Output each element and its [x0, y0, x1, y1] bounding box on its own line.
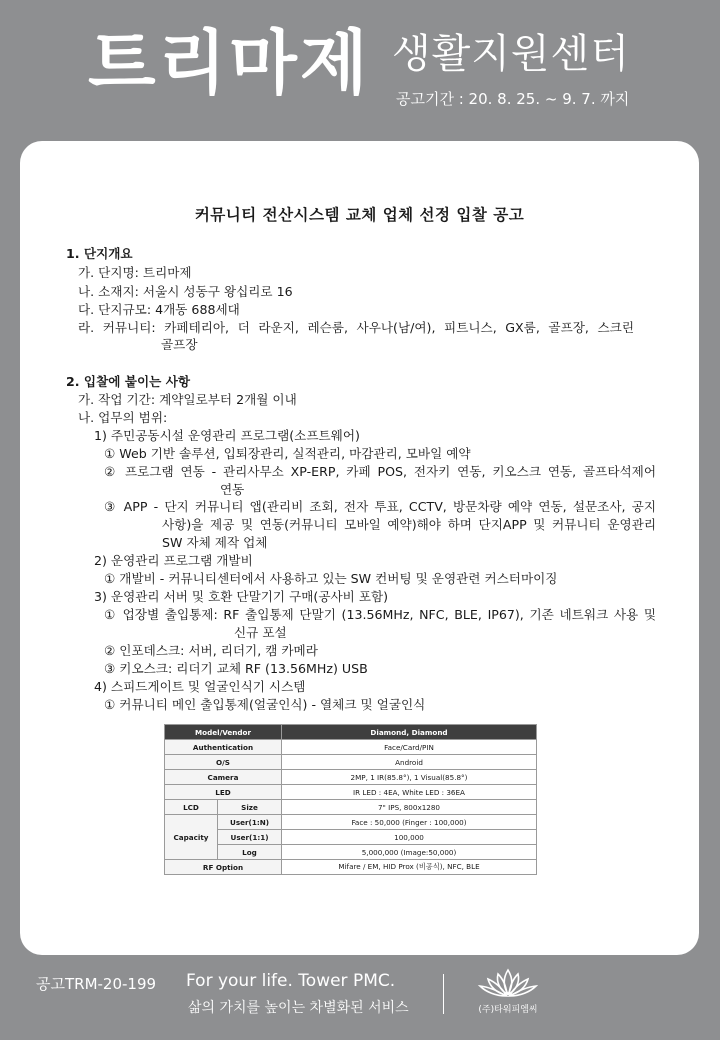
- slogan: For your life. Tower PMC.: [186, 971, 396, 991]
- notice-code: 공고TRM-20-199: [36, 975, 157, 993]
- text-line: 사항)을 제공 및 연동(커뮤니티 모바일 예약)해야 하며 단지APP 및 커뮤니티 운영관리: [162, 517, 656, 532]
- table-value-cell: Face : 50,000 (Finger : 100,000): [282, 815, 537, 830]
- table-header-cell: Diamond, Diamond: [282, 725, 537, 740]
- company-name: (주)타워피엠씨: [478, 1005, 538, 1015]
- center-name: 생활지원센터: [392, 31, 630, 77]
- text-line: 라. 커뮤니티: 카페테리아, 더 라운지, 레슨룸, 사우나(남/여), 피트니스, GX룸, 골프장, 스크린: [78, 320, 634, 335]
- table-value-cell: IR LED : 4EA, White LED : 36EA: [282, 785, 537, 800]
- table-row: [165, 845, 537, 860]
- table-value-cell: 100,000: [282, 830, 537, 845]
- footer-divider: [443, 974, 444, 1014]
- text-line: 1) 주민공동시설 운영관리 프로그램(소프트웨어): [94, 428, 360, 443]
- text-line: 나. 소재지: 서울시 성동구 왕십리로 16: [78, 284, 293, 299]
- text-line: 신규 포설: [234, 625, 287, 640]
- text-line: ③ APP - 단지 커뮤니티 앱(관리비 조회, 전자 투표, CCTV, 방문차량 예약 연동, 설문조사, 공지: [104, 499, 656, 514]
- spec-table: [164, 724, 537, 875]
- text-line: 연동: [220, 482, 245, 497]
- table-label-cell: Authentication: [165, 740, 282, 755]
- table-label-cell: Camera: [165, 770, 282, 785]
- document-title: 커뮤니티 전산시스템 교체 업체 선정 입찰 공고: [194, 206, 525, 224]
- table-value-cell: Face/Card/PIN: [282, 740, 537, 755]
- table-value-cell: 5,000,000 (Image:50,000): [282, 845, 537, 860]
- notice-card: [20, 141, 699, 955]
- table-row: [165, 815, 537, 830]
- text-line: ② 인포데스크: 서버, 리더기, 캠 카메라: [104, 643, 318, 658]
- table-label-cell: User(1:N): [218, 815, 282, 830]
- table-row: [165, 770, 537, 785]
- text-line: ① 개발비 - 커뮤니티센터에서 사용하고 있는 SW 컨버팅 및 운영관련 커스터마이징: [104, 571, 558, 586]
- text-line: 4) 스피드게이트 및 얼굴인식기 시스템: [94, 679, 306, 694]
- text-line: ② 프로그램 연동 - 관리사무소 XP-ERP, 카페 POS, 전자키 연동, 키오스크 연동, 골프타석제어: [104, 464, 656, 479]
- table-value-cell: Mifare / EM, HID Prox (비공식), NFC, BLE: [282, 860, 537, 875]
- sub-slogan: 삶의 가치를 높이는 차별화된 서비스: [188, 1000, 409, 1016]
- table-value-cell: Android: [282, 755, 537, 770]
- table-label-cell: Capacity: [165, 815, 218, 860]
- table-label-cell: Log: [218, 845, 282, 860]
- text-line: ③ 키오스크: 리더기 교체 RF (13.56MHz) USB: [104, 661, 368, 676]
- text-line: 가. 단지명: 트리마제: [78, 265, 192, 280]
- table-value-cell: 7" IPS, 800x1280: [282, 800, 537, 815]
- text-line: SW 자체 제작 업체: [162, 535, 268, 550]
- section-heading: 1. 단지개요: [66, 246, 133, 261]
- brand-title: 트리마제: [88, 22, 371, 104]
- text-line: 3) 운영관리 서버 및 호환 단말기기 구매(공사비 포함): [94, 589, 389, 604]
- section-heading: 2. 입찰에 붙이는 사항: [66, 374, 191, 389]
- text-line: 나. 업무의 범위:: [78, 410, 168, 425]
- table-header-cell: Model/Vendor: [165, 725, 282, 740]
- text-line: 다. 단지규모: 4개동 688세대: [78, 302, 240, 317]
- text-line: 가. 작업 기간: 계약일로부터 2개월 이내: [78, 392, 297, 407]
- table-label-cell: O/S: [165, 755, 282, 770]
- text-line: ① 업장별 출입통제: RF 출입통제 단말기 (13.56MHz, NFC, BLE, IP67), 기존 네트워크 사용 및: [104, 607, 656, 622]
- table-value-cell: 2MP, 1 IR(85.8°), 1 Visual(85.8°): [282, 770, 537, 785]
- table-label-cell: LED: [165, 785, 282, 800]
- table-row: [165, 740, 537, 755]
- text-line: 골프장: [161, 337, 198, 352]
- text-line: ① 커뮤니티 메인 출입통제(얼굴인식) - 열체크 및 얼굴인식: [104, 697, 426, 712]
- table-row: [165, 725, 537, 740]
- lotus-logo-icon: [476, 966, 540, 998]
- table-row: [165, 800, 537, 815]
- text-line: 2) 운영관리 프로그램 개발비: [94, 553, 253, 568]
- table-row: [165, 860, 537, 875]
- table-row: [165, 785, 537, 800]
- table-label-cell: User(1:1): [218, 830, 282, 845]
- table-label-cell: RF Option: [165, 860, 282, 875]
- table-label-cell: LCD: [165, 800, 218, 815]
- table-row: [165, 755, 537, 770]
- text-line: ① Web 기반 솔루션, 입퇴장관리, 실적관리, 마감관리, 모바일 예약: [104, 446, 471, 461]
- table-label-cell: Size: [218, 800, 282, 815]
- table-row: [165, 830, 537, 845]
- notice-period: 공고기간 : 20. 8. 25. ~ 9. 7. 까지: [396, 90, 630, 108]
